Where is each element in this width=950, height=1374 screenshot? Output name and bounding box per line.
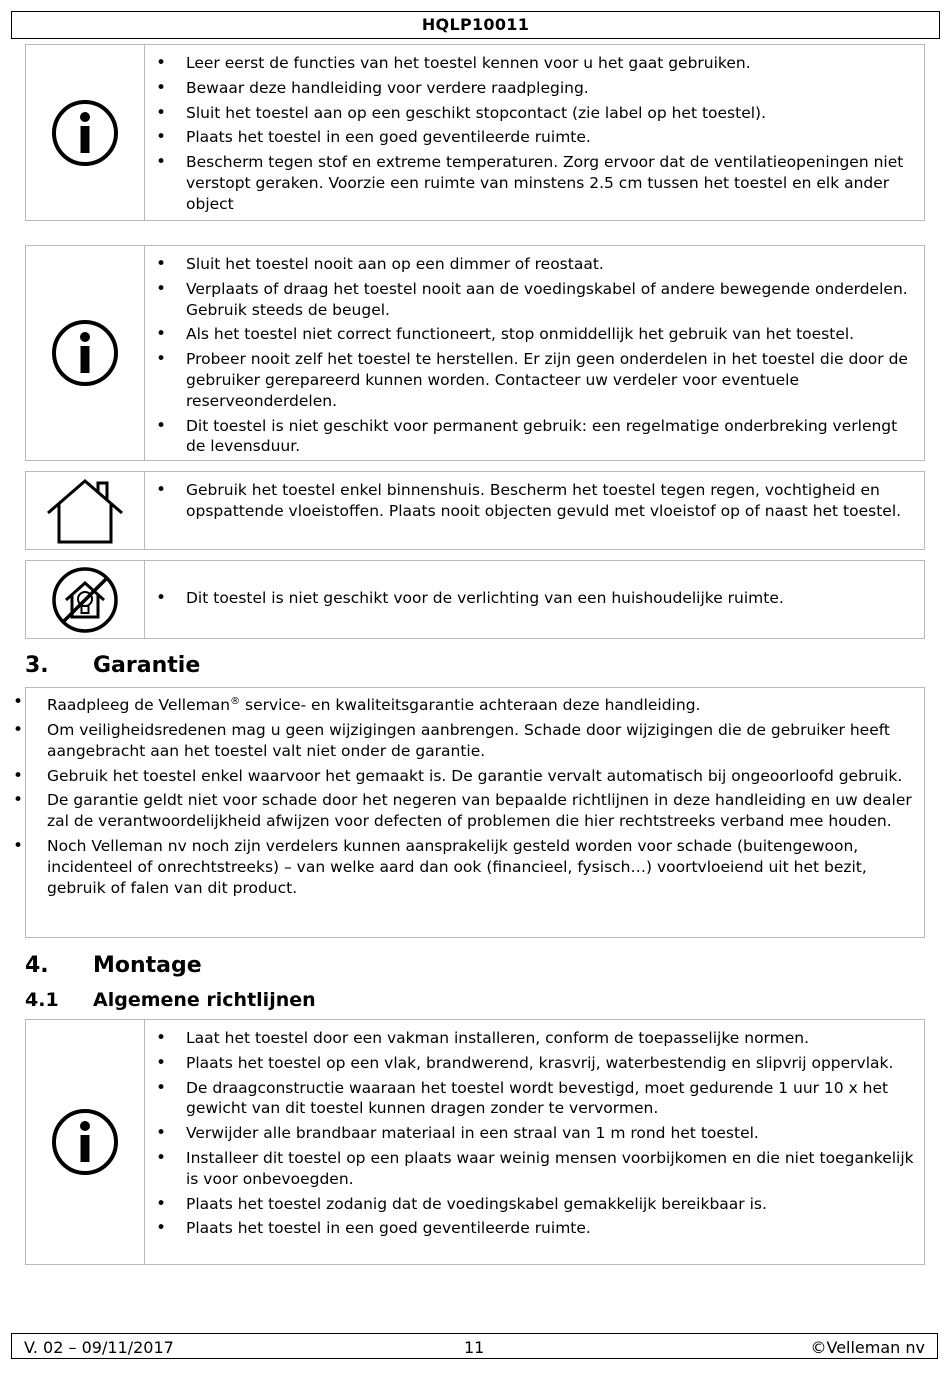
list-item: • Plaats het toestel op een vlak, brandwerend, krasvrij, waterbestendig en slipvrij oppervlak. — [154, 1053, 916, 1074]
list-item: • Dit toestel is niet geschikt voor de verlichting van een huishoudelijke ruimte. — [154, 588, 916, 609]
list-item: • Om veiligheidsredenen mag u geen wijzigingen aanbrengen. Schade door wijzigingen die de gebruiker heeft aangebracht aan het toestel valt niet onder de garantie. — [1, 720, 916, 762]
safety-box-general — [25, 44, 925, 221]
subsection-heading-algemene-richtlijnen: 4.1 Algemene richtlijnen — [25, 989, 316, 1011]
section-heading-garantie: 3. Garantie — [25, 653, 201, 678]
safety-box-indoor — [25, 471, 925, 550]
list-item: • Als het toestel niet correct functioneert, stop onmiddellijk het gebruik van het toestel. — [154, 324, 916, 345]
safety-box-installation — [25, 1019, 925, 1265]
list-item: • Gebruik het toestel enkel waarvoor het gemaakt is. De garantie vervalt automatisch bij ongeoorloofd gebruik. — [1, 766, 916, 787]
list-item: • De draagconstructie waaraan het toestel wordt bevestigd, moet gedurende 1 uur 10 x het gewicht van dit toestel kunnen dragen zonder te vervormen. — [154, 1078, 916, 1120]
list-item: • Plaats het toestel zodanig dat de voedingskabel gemakkelijk bereikbaar is. — [154, 1194, 916, 1215]
list-item: • Gebruik het toestel enkel binnenshuis. Bescherm het toestel tegen regen, vochtigheid en opspattende vloeistoffen. Plaats nooit objecten gevuld met vloeistof op of naast het toestel. — [154, 480, 916, 522]
version-date: V. 02 – 09/11/2017 — [24, 1338, 174, 1357]
list-item: • Probeer nooit zelf het toestel te herstellen. Er zijn geen onderdelen in het toestel die door de gebruiker gerepareerd kunnen worden. Contacteer uw verdeler voor eventuele reserveonderdelen. — [154, 349, 916, 411]
bullet-list — [154, 53, 916, 215]
bullet-list — [154, 1028, 916, 1239]
bullet-list — [154, 480, 916, 522]
list-item: • Plaats het toestel in een goed geventileerde ruimte. — [154, 1218, 916, 1239]
bullet-list — [154, 588, 916, 613]
list-item: • Verplaats of draag het toestel nooit aan de voedingskabel of andere bewegende onderdelen. Gebruik steeds de beugel. — [154, 279, 916, 321]
list-item: • Sluit het toestel nooit aan op een dimmer of reostaat. — [154, 254, 916, 275]
list-item: • Sluit het toestel aan op een geschikt stopcontact (zie label op het toestel). — [154, 103, 916, 124]
no-household-lighting-icon — [50, 565, 120, 635]
list-item: • Raadpleeg de Velleman® service- en kwaliteitsgarantie achteraan deze handleiding. — [1, 692, 916, 716]
list-item: • Dit toestel is niet geschikt voor permanent gebruik: een regelmatige onderbreking verlengt de levensduur. — [154, 416, 916, 458]
list-item: • Bewaar deze handleiding voor verdere raadpleging. — [154, 78, 916, 99]
info-icon — [50, 318, 120, 388]
list-item: • Laat het toestel door een vakman installeren, conform de toepasselijke normen. — [154, 1028, 916, 1049]
list-item: • Leer eerst de functies van het toestel kennen voor u het gaat gebruiken. — [154, 53, 916, 74]
list-item: • Plaats het toestel in een goed geventileerde ruimte. — [154, 127, 916, 148]
list-item: • Verwijder alle brandbaar materiaal in een straal van 1 m rond het toestel. — [154, 1123, 916, 1144]
safety-box-household — [25, 560, 925, 639]
info-icon — [50, 98, 120, 168]
bullet-list — [26, 692, 916, 898]
indoor-house-icon — [44, 477, 126, 545]
safety-box-usage — [25, 245, 925, 461]
document-header: HQLP10011 — [11, 11, 940, 39]
info-icon — [50, 1107, 120, 1177]
garantie-box — [25, 687, 925, 938]
bullet-list — [154, 254, 916, 457]
copyright: ©Velleman nv — [810, 1338, 925, 1357]
list-item: • Noch Velleman nv noch zijn verdelers kunnen aansprakelijk gesteld worden voor schade (buitengewoon, incidenteel of onrechtstreeks) – van welke aard dan ook (financieel, fysisch…) voortvloeiend uit het bezit, gebruik of falen van dit product. — [1, 836, 916, 898]
list-item: • Installeer dit toestel op een plaats waar weinig mensen voorbijkomen en die niet toegankelijk is voor onbevoegden. — [154, 1148, 916, 1190]
list-item: • Bescherm tegen stof en extreme temperaturen. Zorg ervoor dat de ventilatieopeningen niet verstopt geraken. Voorzie een ruimte van minstens 2.5 cm tussen het toestel en elk ander object — [154, 152, 916, 214]
page-number: 11 — [464, 1338, 485, 1357]
document-footer — [11, 1333, 938, 1359]
section-heading-montage: 4. Montage — [25, 953, 202, 978]
list-item: • De garantie geldt niet voor schade door het negeren van bepaalde richtlijnen in deze handleiding en uw dealer zal de verantwoordelijkheid afwijzen voor defecten of problemen die hier rechtstreeks verband mee houden. — [1, 790, 916, 832]
